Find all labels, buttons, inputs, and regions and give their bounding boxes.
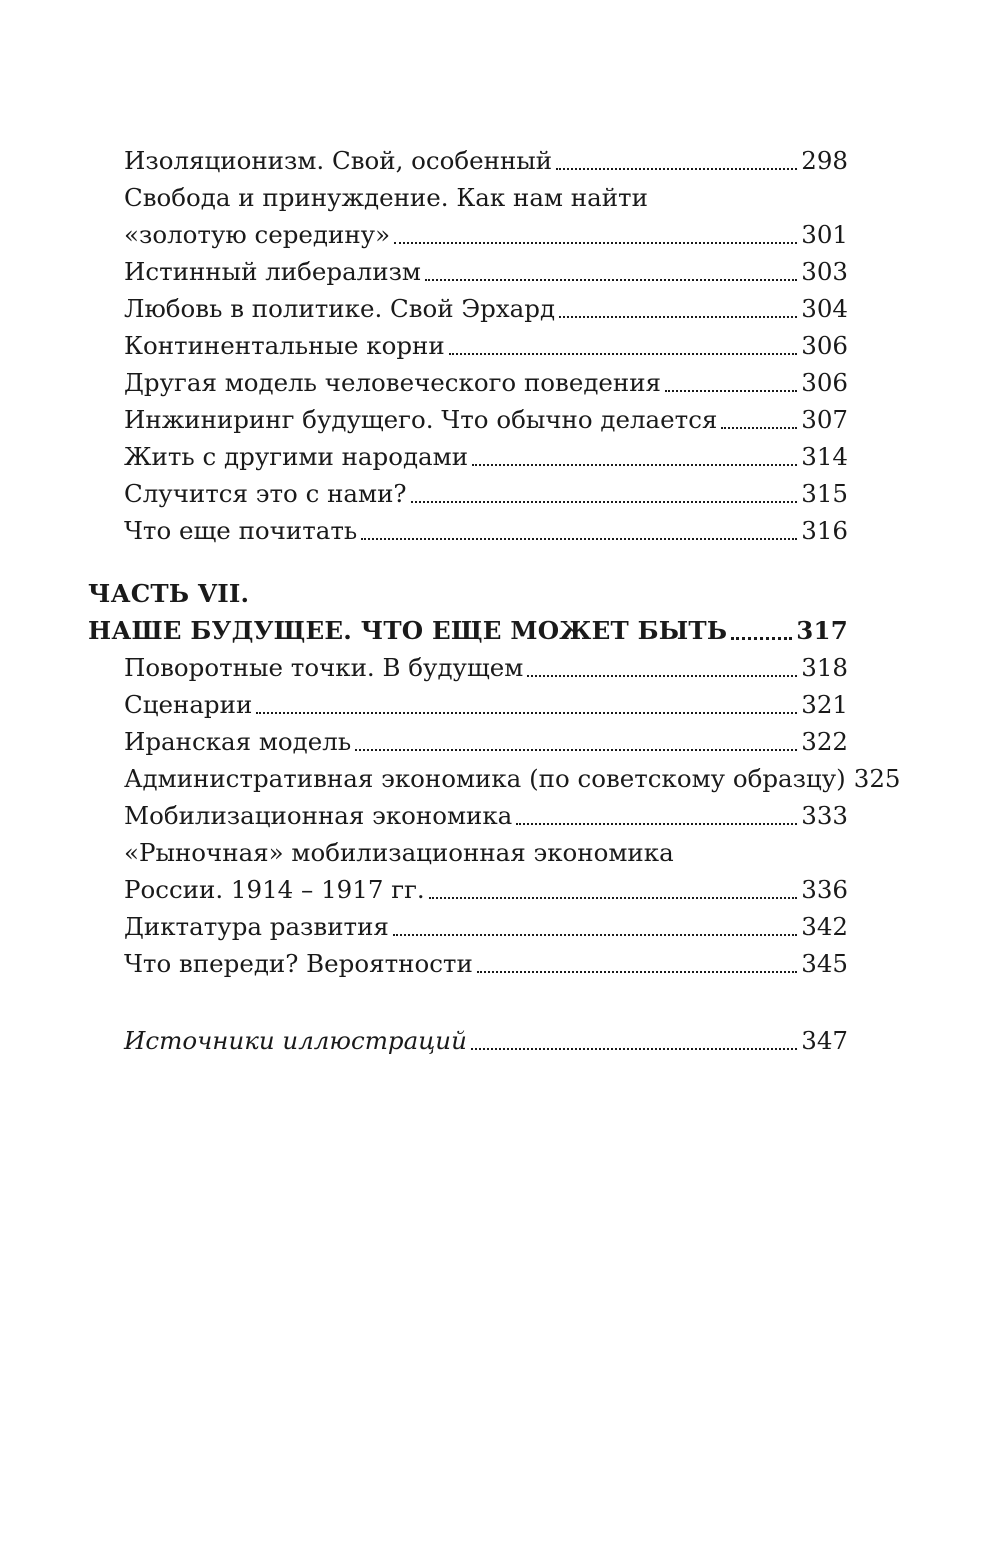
toc-entry bbox=[0, 216, 848, 253]
toc-entry bbox=[0, 760, 901, 797]
toc-entry bbox=[0, 649, 848, 686]
toc-entry bbox=[0, 401, 848, 438]
toc-entry bbox=[0, 438, 848, 475]
toc-entry-page: 306 bbox=[801, 368, 848, 397]
dot-leader bbox=[731, 637, 792, 640]
toc-entry-title: Источники иллюстраций bbox=[124, 1026, 467, 1055]
dot-leader bbox=[477, 971, 797, 973]
toc-entry-title: Свобода и принуждение. Как нам найти bbox=[124, 183, 648, 212]
spacer bbox=[0, 549, 1000, 575]
dot-leader bbox=[355, 749, 797, 751]
toc-entry-page: 345 bbox=[801, 949, 848, 978]
dot-leader bbox=[393, 934, 797, 936]
toc-entry-title: Что впереди? Вероятности bbox=[124, 949, 473, 978]
toc-entry bbox=[0, 723, 848, 760]
dot-leader bbox=[665, 390, 797, 392]
toc-entry-title: Что еще почитать bbox=[124, 516, 358, 545]
part-title: НАШЕ БУДУЩЕЕ. ЧТО ЕЩЕ МОЖЕТ БЫТЬ bbox=[88, 616, 728, 645]
toc-entry-title: Иранская модель bbox=[124, 727, 352, 756]
table-of-contents bbox=[0, 142, 1000, 1059]
toc-entry-page: 342 bbox=[801, 912, 848, 941]
toc-entry bbox=[0, 512, 848, 549]
dot-leader bbox=[472, 464, 797, 466]
toc-entry-page: 316 bbox=[801, 516, 848, 545]
toc-entry-page: 322 bbox=[801, 727, 848, 756]
toc-entry bbox=[0, 142, 848, 179]
toc-entry-first-line bbox=[0, 834, 848, 871]
part-label: ЧАСТЬ VII. bbox=[88, 579, 250, 608]
toc-entry-title: Любовь в политике. Свой Эрхард bbox=[124, 294, 556, 323]
dot-leader bbox=[559, 316, 797, 318]
dot-leader bbox=[411, 501, 798, 503]
toc-entry-page: 314 bbox=[801, 442, 848, 471]
toc-entry-sources bbox=[0, 1022, 848, 1059]
toc-entry-title: Жить с другими народами bbox=[124, 442, 469, 471]
toc-entry-title: Диктатура развития bbox=[124, 912, 389, 941]
toc-entry-page: 318 bbox=[801, 653, 848, 682]
dot-leader bbox=[425, 279, 797, 281]
toc-entry-title: Административная экономика (по советскому образцу) bbox=[124, 764, 846, 793]
dot-leader bbox=[516, 823, 797, 825]
toc-entry-title: Истинный либерализм bbox=[124, 257, 421, 286]
toc-entry-title: Случится это с нами? bbox=[124, 479, 407, 508]
toc-entry-page: 347 bbox=[801, 1026, 848, 1055]
toc-entry-page: 321 bbox=[801, 690, 848, 719]
toc-entry-page: 307 bbox=[801, 405, 848, 434]
toc-entry bbox=[0, 908, 848, 945]
toc-entry-title: «Рыночная» мобилизационная экономика bbox=[124, 838, 674, 867]
dot-leader bbox=[361, 538, 797, 540]
dot-leader bbox=[556, 168, 797, 170]
dot-leader bbox=[471, 1048, 797, 1050]
toc-entry bbox=[0, 871, 848, 908]
toc-entry-page: 325 bbox=[853, 764, 901, 793]
toc-entry-title: Континентальные корни bbox=[124, 331, 445, 360]
dot-leader bbox=[256, 712, 797, 714]
dot-leader bbox=[449, 353, 798, 355]
toc-entry-page: 306 bbox=[801, 331, 848, 360]
toc-entry bbox=[0, 945, 848, 982]
toc-entry bbox=[0, 327, 848, 364]
toc-entry bbox=[0, 364, 848, 401]
toc-entry-title: России. 1914 – 1917 гг. bbox=[124, 875, 425, 904]
toc-entry-page: 303 bbox=[801, 257, 848, 286]
toc-entry-title: Изоляционизм. Свой, особенный bbox=[124, 146, 553, 175]
part-heading-label bbox=[0, 575, 848, 612]
toc-entry-title: Другая модель человеческого поведения bbox=[124, 368, 662, 397]
toc-entry bbox=[0, 686, 848, 723]
toc-entry-page: 315 bbox=[801, 479, 848, 508]
spacer bbox=[0, 982, 1000, 1022]
dot-leader bbox=[429, 897, 798, 899]
toc-entry-title: «золотую середину» bbox=[124, 220, 391, 249]
toc-entry bbox=[0, 475, 848, 512]
dot-leader bbox=[394, 242, 797, 244]
dot-leader bbox=[527, 675, 797, 677]
toc-entry-page: 336 bbox=[801, 875, 848, 904]
part-page: 317 bbox=[796, 616, 848, 645]
toc-entry-page: 301 bbox=[801, 220, 848, 249]
toc-entry-page: 333 bbox=[801, 801, 848, 830]
toc-entry-page: 304 bbox=[801, 294, 848, 323]
toc-entry-title: Сценарии bbox=[124, 690, 253, 719]
part-heading bbox=[0, 612, 848, 649]
toc-entry-title: Мобилизационная экономика bbox=[124, 801, 513, 830]
toc-entry-title: Инжиниринг будущего. Что обычно делается bbox=[124, 405, 718, 434]
toc-entry bbox=[0, 253, 848, 290]
toc-entry-title: Поворотные точки. В будущем bbox=[124, 653, 524, 682]
dot-leader bbox=[721, 427, 797, 429]
toc-entry bbox=[0, 290, 848, 327]
toc-entry bbox=[0, 797, 848, 834]
toc-entry-first-line bbox=[0, 179, 848, 216]
toc-entry-page: 298 bbox=[801, 146, 848, 175]
